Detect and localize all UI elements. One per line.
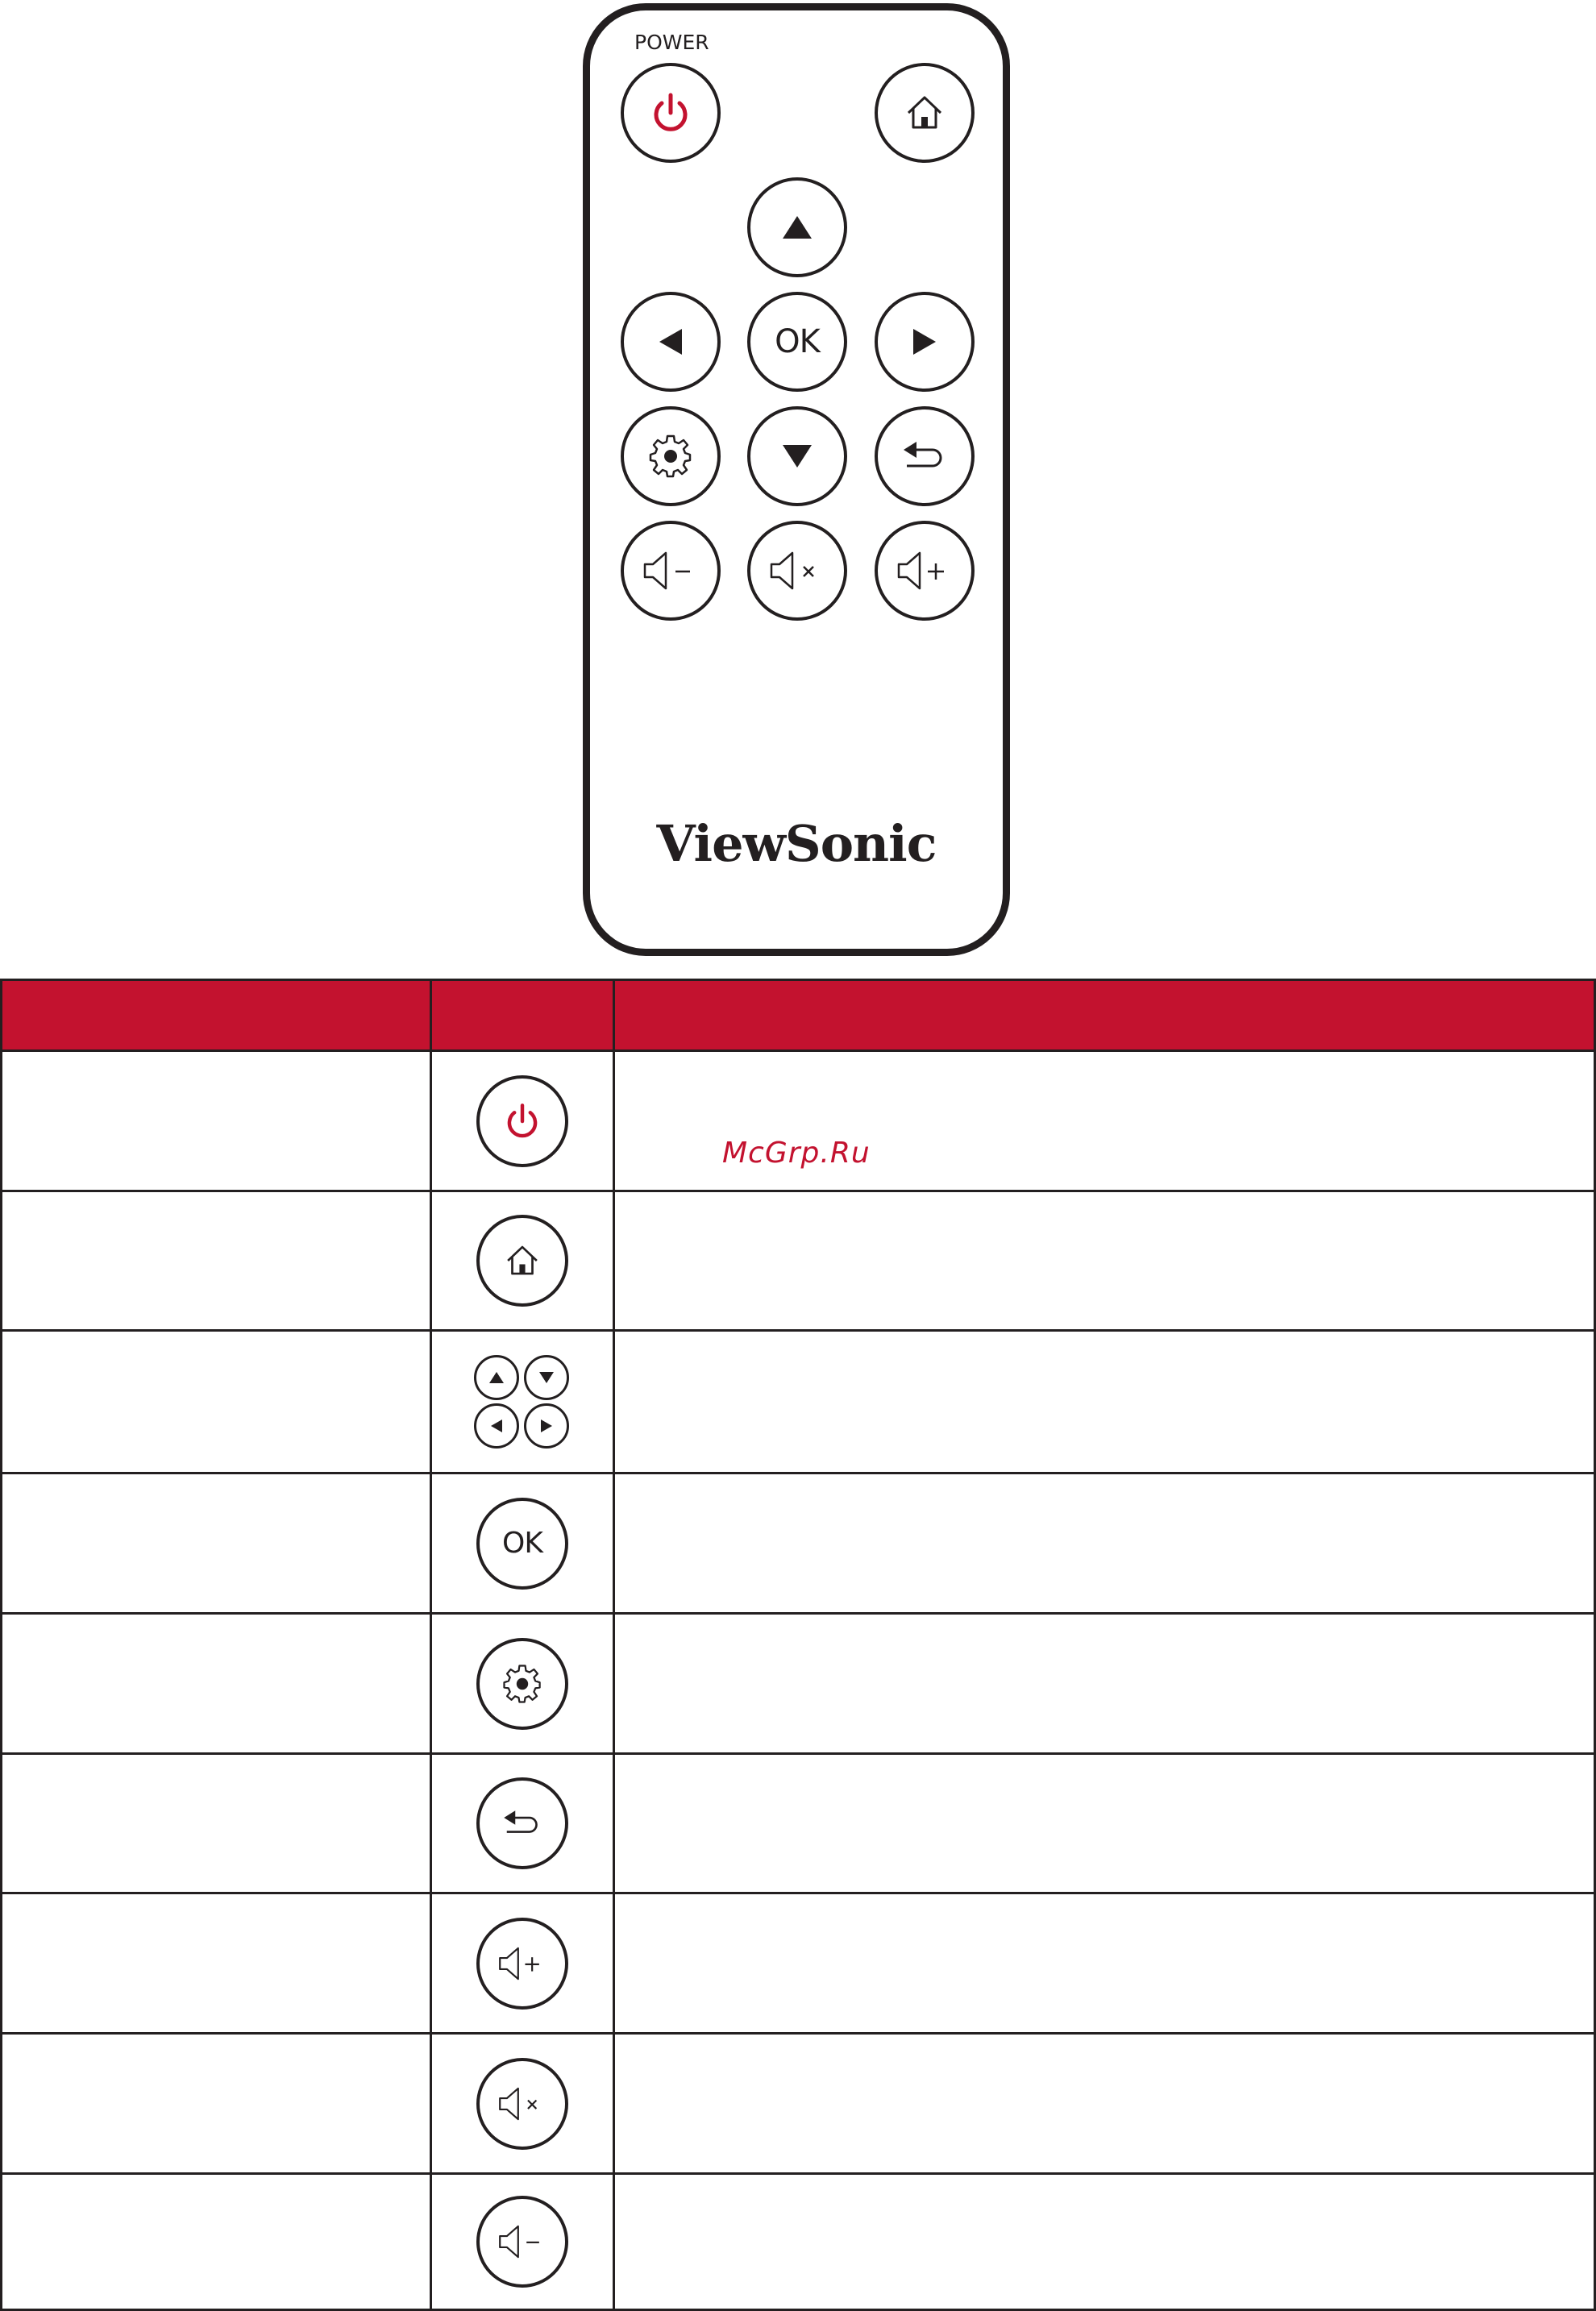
home-button[interactable] <box>875 63 975 163</box>
volume-up-button[interactable] <box>875 521 975 621</box>
mute-icon <box>496 2084 549 2124</box>
table-row <box>0 1190 1596 1332</box>
row-description-cell <box>613 1329 1596 1474</box>
right-button[interactable] <box>875 292 975 392</box>
settings-button-icon <box>476 1638 568 1730</box>
volume-down-icon <box>496 2222 549 2262</box>
row-icon-cell <box>430 1472 615 1615</box>
row-name-cell <box>0 1472 432 1615</box>
ok-label: OK <box>502 1527 542 1560</box>
header-cell-button <box>0 979 432 1052</box>
row-description-cell <box>613 1892 1596 2035</box>
return-icon <box>899 434 950 479</box>
row-icon-cell <box>430 1050 615 1192</box>
volume-down-button[interactable] <box>621 521 721 621</box>
row-name-cell <box>0 2032 432 2175</box>
arrow-left-icon <box>653 324 688 360</box>
table-row <box>0 1752 1596 1894</box>
row-name-cell <box>0 1892 432 2035</box>
arrow-up-icon <box>779 210 815 245</box>
row-icon-cell <box>430 1892 615 2035</box>
table-row <box>0 2172 1596 2311</box>
power-button[interactable] <box>621 63 721 163</box>
volume-down-button-icon <box>476 2196 568 2288</box>
return-icon <box>500 1803 545 1843</box>
watermark: McGrp.Ru <box>722 1137 871 1170</box>
table-row <box>0 1612 1596 1755</box>
row-description-cell <box>613 2172 1596 2311</box>
header-cell-icon <box>430 979 615 1052</box>
arrow-keys-icon <box>474 1355 571 1449</box>
row-name-cell <box>0 1190 432 1332</box>
arrow-right-icon <box>538 1417 555 1435</box>
gear-icon <box>646 432 695 480</box>
arrow-down-icon <box>538 1369 555 1386</box>
row-description-cell <box>613 1050 1596 1192</box>
down-button[interactable] <box>747 406 847 506</box>
arrow-down-small <box>524 1355 569 1400</box>
row-icon-cell <box>430 2032 615 2175</box>
row-icon-cell <box>430 1612 615 1755</box>
row-name-cell <box>0 1329 432 1474</box>
row-description-cell <box>613 1190 1596 1332</box>
viewsonic-logo: ViewSonic <box>656 814 937 873</box>
settings-button[interactable] <box>621 406 721 506</box>
ok-label: OK <box>775 323 820 360</box>
remote-key-table <box>0 979 1596 2311</box>
return-button-icon <box>476 1777 568 1869</box>
power-label: POWER <box>634 31 709 54</box>
power-button-icon <box>476 1075 568 1167</box>
arrow-up-icon <box>488 1369 505 1386</box>
table-header-row <box>0 979 1596 1052</box>
row-icon-cell <box>430 2172 615 2311</box>
row-description-cell <box>613 1472 1596 1615</box>
row-name-cell <box>0 1752 432 1894</box>
volume-up-icon <box>496 1943 549 1984</box>
header-cell-description <box>613 979 1596 1052</box>
arrow-up-small <box>474 1355 519 1400</box>
row-name-cell <box>0 1612 432 1755</box>
table-row <box>0 1472 1596 1615</box>
power-icon <box>502 1101 542 1141</box>
mute-button-icon <box>476 2058 568 2150</box>
mute-button[interactable] <box>747 521 847 621</box>
row-description-cell <box>613 1612 1596 1755</box>
row-description-cell <box>613 2032 1596 2175</box>
mute-icon <box>767 548 828 593</box>
arrow-left-icon <box>488 1417 505 1435</box>
table-row <box>0 1050 1596 1192</box>
ok-button[interactable] <box>747 292 847 392</box>
power-icon <box>648 90 693 135</box>
arrow-right-small <box>524 1403 569 1449</box>
volume-up-button-icon <box>476 1918 568 2010</box>
home-button-icon <box>476 1215 568 1307</box>
return-button[interactable] <box>875 406 975 506</box>
volume-down-icon <box>640 548 701 593</box>
row-name-cell <box>0 1050 432 1192</box>
left-button[interactable] <box>621 292 721 392</box>
row-icon-cell <box>430 1752 615 1894</box>
arrow-down-icon <box>779 439 815 474</box>
ok-button-icon <box>476 1498 568 1590</box>
home-icon <box>502 1241 542 1281</box>
arrow-left-small <box>474 1403 519 1449</box>
gear-icon <box>501 1662 544 1706</box>
table-row <box>0 2032 1596 2175</box>
up-button[interactable] <box>747 177 847 277</box>
volume-up-icon <box>894 548 955 593</box>
row-icon-cell <box>430 1329 615 1474</box>
row-description-cell <box>613 1752 1596 1894</box>
table-row <box>0 1892 1596 2035</box>
row-name-cell <box>0 2172 432 2311</box>
arrow-right-icon <box>907 324 942 360</box>
table-row <box>0 1329 1596 1474</box>
home-icon <box>902 90 947 135</box>
row-icon-cell <box>430 1190 615 1332</box>
